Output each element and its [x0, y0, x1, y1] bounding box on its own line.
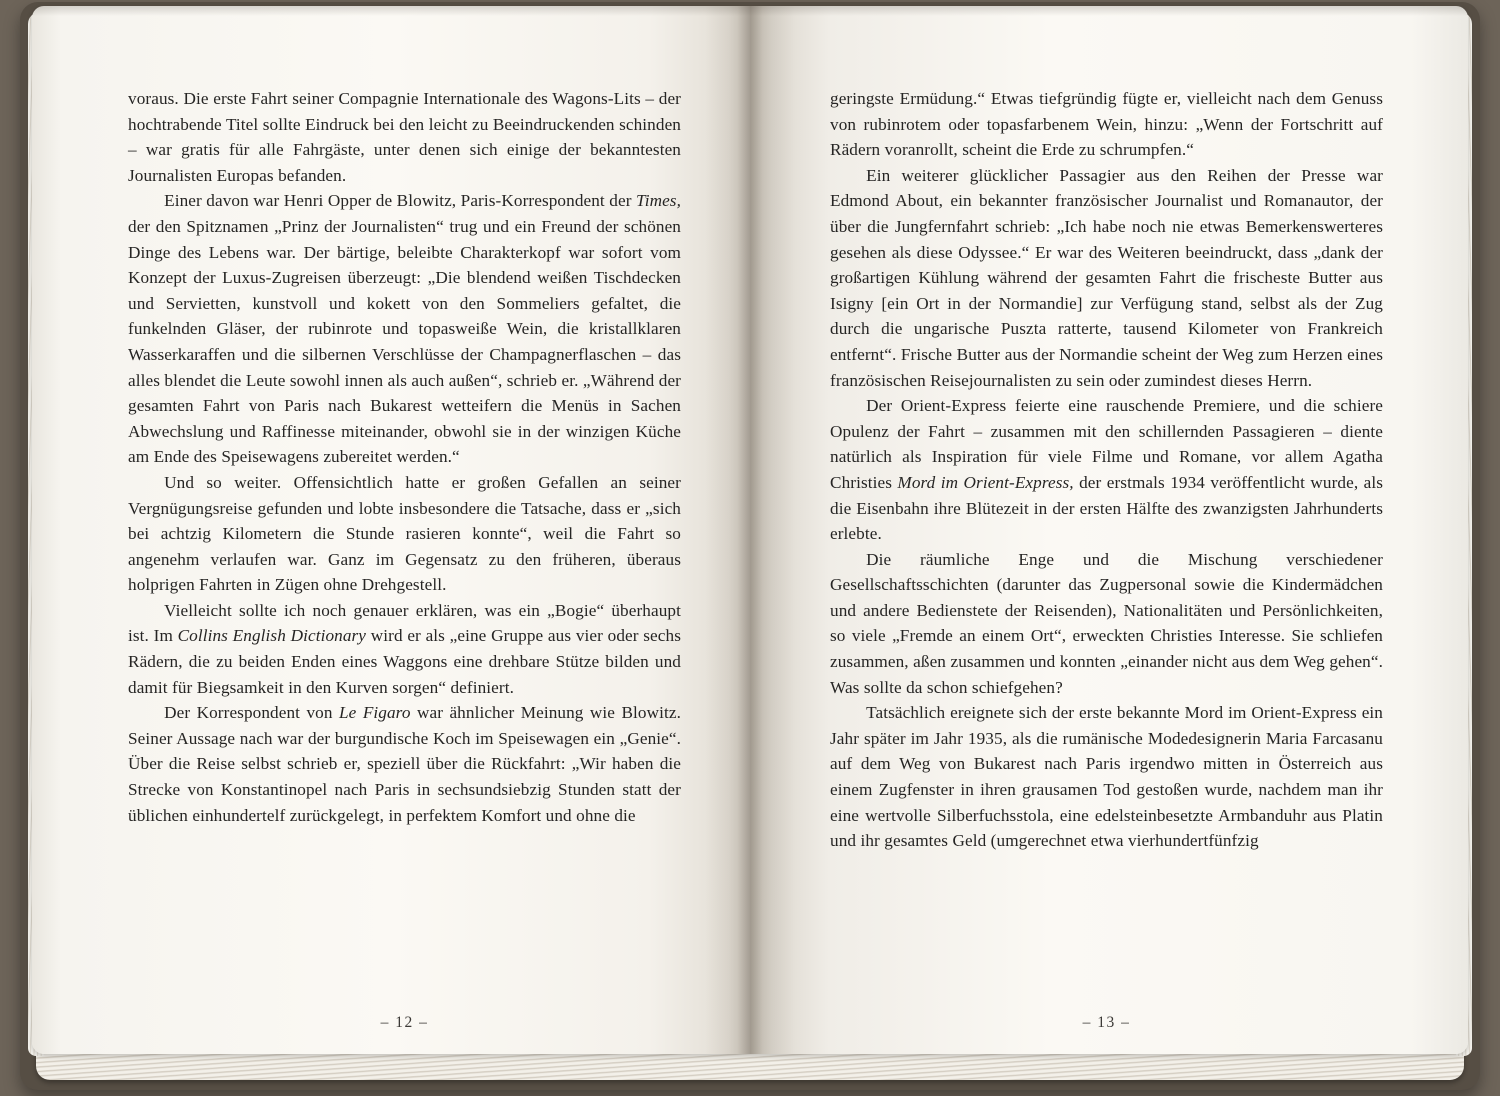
text-segment: Ein weiterer glücklicher Passagier aus den Reihen der Presse war Edmond About, ein bekannter französischer Journalist und Romanautor, der über die Jungfernfahrt schrieb: „Ich habe noch nie etwas Bemerkenswerteres gesehen als diese Odyssee.“ Er war des Weiteren beeindruckt, dass „dank der großartigen Kühlung während der gesamten Fahrt die frischeste Butter aus Isigny [ein Ort in der Normandie] zur Verfügung stand, selbst als der Zug durch die ungarische Puszta ratterte, tausend Kilometer von Frankreich entfernt“. Frische Butter aus der Normandie scheint der Weg zum Herzen eines französischen Reisejournalisten zu sein oder zumindest dieses Herrn.	[830, 165, 1383, 390]
italic-text-segment: Mord im Orient-Express,	[897, 472, 1074, 492]
left-page-text	[128, 86, 681, 828]
paragraph	[830, 163, 1383, 393]
left-page-number: – 12 –	[380, 1014, 429, 1031]
paragraph	[128, 86, 681, 188]
paragraph	[830, 86, 1383, 163]
right-page-number: – 13 –	[1082, 1014, 1131, 1031]
text-segment: wird er als „eine Gruppe aus vier oder sechs Rädern, die zu beiden Enden eines Waggons eine drehbare Stütze bilden und damit für Biegsamkeit in den Kurven sorgen“ definiert.	[128, 626, 681, 697]
paragraph	[830, 393, 1383, 547]
text-segment: Der Korrespondent von	[164, 703, 339, 723]
text-segment: der den Spitznamen „Prinz der Journalisten“ trug und ein Freund der schönen Dinge des Lebens war. Der bärtige, beleibte Charakterkopf war sofort vom Konzept der Luxus-Zugreisen überzeugt: „Die blendend weißen Tischdecken und Servietten, kunstvoll und kokett von den Sommeliers gefaltet, die funkelnden Gläser, der rubinrote und topasweiße Wein, die kristallklaren Wasserkaraffen und die silbernen Verschlüsse der Champagnerflaschen – das alles blendet die Leute sowohl innen als auch außen“, schrieb er. „Während der gesamten Fahrt von Paris nach Bukarest wetteifern die Menüs in Sachen Abwechslung und Raffinesse miteinander, obwohl sie in der winzigen Küche am Ende des Speisewagens zubereitet werden.“	[128, 216, 681, 467]
text-segment: Vielleicht sollte ich noch genauer erklären, was ein „Bogie“ überhaupt ist. Im	[128, 600, 681, 646]
open-spread	[32, 6, 1468, 1054]
text-segment: voraus. Die erste Fahrt seiner Compagnie Internationale des Wagons-Lits – der hochtrabende Titel sollte Eindruck bei den leicht zu Beeindruckenden schinden – war gratis für alle Fahrgäste, unter denen sich einige der bekanntesten Journalisten Europas befanden.	[128, 89, 681, 185]
right-page-text	[830, 86, 1383, 854]
text-segment: geringste Ermüdung.“ Etwas tiefgründig fügte er, vielleicht nach dem Genuss von rubinrotem oder topasfarbenem Wein, hinzu: „Wenn der Fortschritt auf Rädern voranrollt, scheint die Erde zu schrumpfen.“	[830, 89, 1383, 160]
left-page	[32, 6, 750, 1054]
paragraph	[830, 547, 1383, 701]
book	[28, 6, 1472, 1080]
paragraph	[128, 700, 681, 828]
text-segment: war ähnlicher Meinung wie Blowitz. Seiner Aussage nach war der burgundische Koch im Speisewagen ein „Genie“. Über die Reise selbst schrieb er, speziell über die Rückfahrt: „Wir haben die Strecke von Konstantinopel nach Paris in sechsundsiebzig Stunden statt der üblichen einhundertelf zurückgelegt, in perfektem Komfort und ohne die	[128, 703, 681, 825]
text-segment: Einer davon war Henri Opper de Blowitz, Paris-Korrespondent der	[164, 191, 636, 211]
text-segment: Tatsächlich ereignete sich der erste bekannte Mord im Orient-Express ein Jahr später im Jahr 1935, als die rumänische Modedesignerin Maria Farcasanu auf dem Weg von Bukarest nach Paris irgendwo mitten in Österreich aus einem Zugfenster in ihren grausamen Tod gestoßen wurde, nachdem man ihr eine wertvolle Silberfuchsstola, eine edelsteinbesetzte Armbanduhr aus Platin und ihr gesamtes Geld (umgerechnet etwa vierhundertfünfzig	[830, 703, 1383, 851]
italic-text-segment: Collins English Dictionary	[177, 626, 367, 646]
text-segment: Und so weiter. Offensichtlich hatte er großen Gefallen an seiner Vergnügungsreise gefunden und lobte insbesondere die Tatsache, dass er „sich bei achtzig Kilometern die Stunde rasieren konnte“, weil die Fahrt so angenehm verlaufen war. Ganz im Gegensatz zu den früheren, überaus holprigen Fahrten in Zügen ohne Drehgestell.	[128, 472, 681, 595]
text-segment: Die räumliche Enge und die Mischung verschiedener Gesellschaftsschichten (darunter das Zugpersonal sowie die Kindermädchen und andere Bedienstete der Reisenden), Nationalitäten und Persönlichkeiten, so viele „Fremde an einem Ort“, erweckten Christies Interesse. Sie schliefen zusammen, aßen zusammen und konnten „einander nicht aus dem Weg gehen“. Was sollte da schon schiefgehen?	[830, 549, 1383, 697]
paragraph	[830, 700, 1383, 854]
text-segment: der erstmals 1934 veröffentlicht wurde, als die Eisenbahn ihre Blütezeit in der ersten Hälfte des zwanzigsten Jahrhunderts erlebte.	[830, 472, 1383, 544]
italic-text-segment: Le Figaro	[339, 703, 411, 723]
text-segment: Der Orient-Express feierte eine rauschende Premiere, und die schiere Opulenz der Fahrt – zusammen mit den schillernden Passagieren – diente natürlich als Inspiration für viele Filme und Romane, vor allem Agatha Christies	[830, 396, 1383, 492]
right-page	[750, 6, 1468, 1054]
italic-text-segment: Times,	[635, 191, 681, 211]
paragraph	[128, 188, 681, 470]
paragraph	[128, 598, 681, 700]
paragraph	[128, 470, 681, 598]
